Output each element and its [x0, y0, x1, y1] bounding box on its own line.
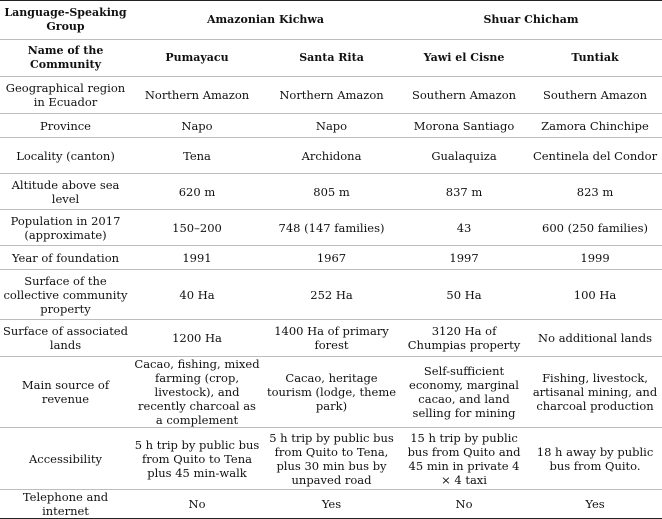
table-row — [0, 138, 662, 174]
table-cell: 1991 — [131, 246, 263, 270]
table-row — [0, 270, 662, 320]
table-cell: Southern Amazon — [400, 77, 528, 114]
language-group-label: Language-Speaking Group — [0, 1, 131, 40]
row-label: Surface of the collective community property — [0, 270, 131, 320]
table-cell: Tena — [131, 138, 263, 174]
table-cell: Napo — [263, 114, 400, 138]
table-cell: 1967 — [263, 246, 400, 270]
table-row — [0, 77, 662, 114]
table-cell: 40 Ha — [131, 270, 263, 320]
table-cell: 837 m — [400, 174, 528, 210]
row-label: Accessibility — [0, 428, 131, 490]
row-label: Population in 2017 (approximate) — [0, 210, 131, 246]
table-row — [0, 490, 662, 519]
table-cell: Self-sufficient economy, marginal cacao, and land selling for mining — [400, 357, 528, 428]
table-cell: 805 m — [263, 174, 400, 210]
table-row — [0, 428, 662, 490]
row-label: Province — [0, 114, 131, 138]
community-name-label: Name of the Community — [0, 40, 131, 77]
table-cell: 18 h away by public bus from Quito. — [528, 428, 662, 490]
table-cell: Centinela del Condor — [528, 138, 662, 174]
table-cell: 1400 Ha of primary forest — [263, 320, 400, 357]
table-cell: Yes — [528, 490, 662, 519]
table-cell: 823 m — [528, 174, 662, 210]
table-row — [0, 210, 662, 246]
row-label: Telephone and internet — [0, 490, 131, 519]
table-cell: 748 (147 families) — [263, 210, 400, 246]
row-label: Surface of associated lands — [0, 320, 131, 357]
row-label: Year of foundation — [0, 246, 131, 270]
table-row — [0, 174, 662, 210]
community-name: Pumayacu — [131, 40, 263, 77]
table-cell: Cacao, fishing, mixed farming (crop, livestock), and recently charcoal as a complement — [131, 357, 263, 428]
table-cell: 3120 Ha of Chumpias property — [400, 320, 528, 357]
table-row — [0, 114, 662, 138]
table-cell: 150–200 — [131, 210, 263, 246]
table-cell: 1999 — [528, 246, 662, 270]
row-label: Main source of revenue — [0, 357, 131, 428]
table-row — [0, 320, 662, 357]
table-cell: No additional lands — [528, 320, 662, 357]
table-row — [0, 357, 662, 428]
table-cell: 1200 Ha — [131, 320, 263, 357]
community-name: Santa Rita — [263, 40, 400, 77]
group-kichwa: Amazonian Kichwa — [131, 1, 400, 40]
header-row-community — [0, 40, 662, 77]
table-cell: No — [400, 490, 528, 519]
table-cell: 15 h trip by public bus from Quito and 45 min in private 4 × 4 taxi — [400, 428, 528, 490]
table-cell: Archidona — [263, 138, 400, 174]
table-cell: Napo — [131, 114, 263, 138]
table-cell: 50 Ha — [400, 270, 528, 320]
header-row-language-group — [0, 1, 662, 40]
table-cell: No — [131, 490, 263, 519]
table-cell: 100 Ha — [528, 270, 662, 320]
table-cell: 620 m — [131, 174, 263, 210]
row-label: Geographical region in Ecuador — [0, 77, 131, 114]
table-cell: Yes — [263, 490, 400, 519]
table-cell: Northern Amazon — [131, 77, 263, 114]
row-label: Locality (canton) — [0, 138, 131, 174]
table-row — [0, 246, 662, 270]
table-cell: Southern Amazon — [528, 77, 662, 114]
table-cell: Cacao, heritage tourism (lodge, theme park) — [263, 357, 400, 428]
table-cell: Zamora Chinchipe — [528, 114, 662, 138]
table-cell: 1997 — [400, 246, 528, 270]
table-cell: Northern Amazon — [263, 77, 400, 114]
table-cell: Gualaquiza — [400, 138, 528, 174]
table-cell: 43 — [400, 210, 528, 246]
community-name: Tuntiak — [528, 40, 662, 77]
community-name: Yawi el Cisne — [400, 40, 528, 77]
row-label: Altitude above sea level — [0, 174, 131, 210]
table-cell: 5 h trip by public bus from Quito to Tena plus 45 min-walk — [131, 428, 263, 490]
table-cell: 5 h trip by public bus from Quito to Tena, plus 30 min bus by unpaved road — [263, 428, 400, 490]
table-cell: 252 Ha — [263, 270, 400, 320]
group-shuar: Shuar Chicham — [400, 1, 662, 40]
table-cell: 600 (250 families) — [528, 210, 662, 246]
table-cell: Fishing, livestock, artisanal mining, and charcoal production — [528, 357, 662, 428]
table-cell: Morona Santiago — [400, 114, 528, 138]
